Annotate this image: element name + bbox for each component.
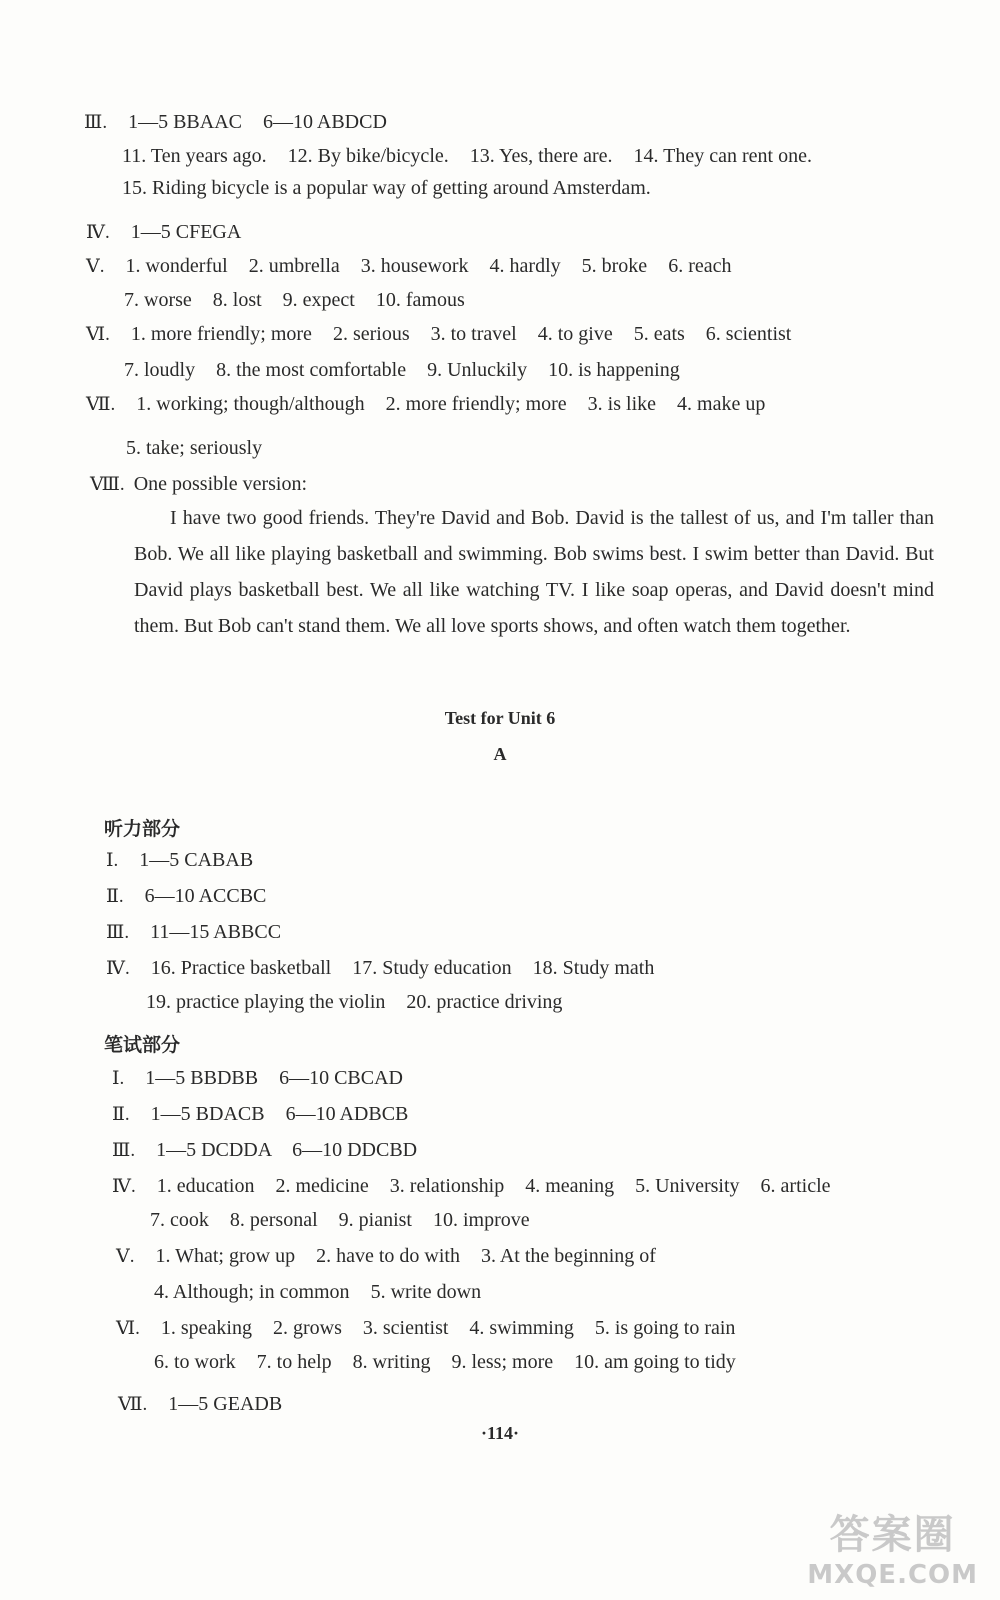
answer-item: 1—5 BDACB xyxy=(150,1103,265,1125)
answer-item: 4. swimming xyxy=(469,1317,574,1339)
roman-numeral: Ⅳ. xyxy=(86,222,110,243)
answer-item: 1. What; grow up xyxy=(155,1245,296,1267)
answer-item: 8. personal xyxy=(229,1209,318,1231)
answer-item: 1—5 CFEGA xyxy=(130,221,242,243)
answer-item: 16. Practice basketball xyxy=(150,957,332,979)
answer-item: 1—5 GEADB xyxy=(168,1393,283,1415)
answer-line xyxy=(116,1316,735,1341)
watermark xyxy=(807,1503,978,1590)
roman-numeral: Ⅴ. xyxy=(116,1246,135,1267)
answer-item: 7. to help xyxy=(256,1351,332,1373)
answer-item: 5. is going to rain xyxy=(594,1317,736,1339)
roman-numeral: Ⅱ. xyxy=(112,1104,130,1125)
answer-item: 4. hardly xyxy=(489,255,561,277)
answer-item: 3. to travel xyxy=(430,323,517,345)
answer-line xyxy=(90,472,307,497)
answer-item: 17. Study education xyxy=(352,957,512,979)
roman-numeral: Ⅵ. xyxy=(116,1318,140,1339)
answer-item: 3. At the beginning of xyxy=(480,1245,656,1267)
answer-item: 7. worse xyxy=(124,289,192,311)
answer-item: 6. scientist xyxy=(705,323,792,345)
answer-item: 8. writing xyxy=(352,1351,431,1373)
answer-item: 6—10 CBCAD xyxy=(279,1067,403,1089)
writing-heading: 笔试部分 xyxy=(104,1034,181,1056)
answer-item: 1—5 BBDBB xyxy=(145,1067,259,1089)
roman-numeral: Ⅵ. xyxy=(86,324,110,345)
answer-line xyxy=(124,358,680,382)
answer-line xyxy=(86,220,241,245)
answer-item: 5. University xyxy=(635,1175,740,1197)
answer-line xyxy=(154,1350,736,1374)
answer-line xyxy=(118,1392,282,1417)
answer-item: 6—10 ACCBC xyxy=(144,885,267,907)
answer-line xyxy=(112,1066,403,1091)
answer-item: 18. Study math xyxy=(532,957,655,979)
roman-numeral: Ⅲ. xyxy=(106,922,130,943)
watermark-url: MXQE.COM xyxy=(807,1560,978,1590)
answer-line xyxy=(106,848,253,873)
answer-item: One possible version: xyxy=(133,473,307,495)
answer-item: 4. meaning xyxy=(525,1175,615,1197)
answer-item: 6. reach xyxy=(668,255,732,277)
answer-item: 2. umbrella xyxy=(248,255,340,277)
answer-item: 1. more friendly; more xyxy=(130,323,312,345)
answer-item: 10. am going to tidy xyxy=(574,1351,736,1373)
roman-numeral: Ⅰ. xyxy=(106,850,119,871)
answer-item: 19. practice playing the violin xyxy=(146,991,386,1013)
answer-line xyxy=(112,1174,831,1199)
answer-item: 1. education xyxy=(156,1175,255,1197)
answer-line xyxy=(86,322,791,347)
roman-numeral: Ⅱ. xyxy=(106,886,124,907)
answer-line xyxy=(84,110,387,135)
test-subtitle: A xyxy=(493,744,507,764)
answer-item: 5. broke xyxy=(581,255,648,277)
essay-paragraph: I have two good friends. They're David and Bob. David is the tallest of us, and I'm taller than Bob. We all like playing basketball and swimming. Bob swims best. I swim better than David. But David plays basketball best. We all like watching TV. I like soap operas, and David doesn't mind them. But Bob can't stand them. We all love sports shows, and often watch them together. xyxy=(134,507,934,637)
answer-item: 5. write down xyxy=(370,1281,482,1303)
answer-item: 11. Ten years ago. xyxy=(122,145,267,167)
answer-item: 2. serious xyxy=(332,323,410,345)
answer-item: 15. Riding bicycle is a popular way of getting around Amsterdam. xyxy=(122,177,651,199)
answer-item: 3. housework xyxy=(360,255,469,277)
roman-numeral: Ⅰ. xyxy=(112,1068,125,1089)
answer-item: 6—10 ABDCD xyxy=(262,111,387,133)
answer-item: 9. less; more xyxy=(451,1351,554,1373)
answer-item: 6. to work xyxy=(154,1351,236,1373)
answer-line xyxy=(124,288,465,312)
answer-line xyxy=(122,144,812,168)
listening-heading: 听力部分 xyxy=(104,818,181,840)
answer-line xyxy=(116,1244,656,1269)
answer-item: 1—5 DCDDA xyxy=(156,1139,272,1161)
answer-line xyxy=(150,1208,530,1232)
answer-item: 8. lost xyxy=(212,289,262,311)
test-title: Test for Unit 6 xyxy=(444,708,556,728)
answer-item: 4. to give xyxy=(537,323,613,345)
page-number: ·114· xyxy=(480,1423,519,1443)
roman-numeral: Ⅶ. xyxy=(86,394,116,415)
answer-item: 5. eats xyxy=(633,323,685,345)
answer-line xyxy=(106,884,266,909)
answer-item: 1. working; though/although xyxy=(136,393,365,415)
answer-line xyxy=(86,254,731,279)
answer-line xyxy=(106,956,654,981)
answer-item: 9. Unluckily xyxy=(427,359,528,381)
answer-item: 3. relationship xyxy=(389,1175,505,1197)
answer-item: 10. improve xyxy=(433,1209,530,1231)
answer-item: 2. more friendly; more xyxy=(385,393,567,415)
roman-numeral: Ⅲ. xyxy=(112,1140,136,1161)
answer-line xyxy=(112,1138,417,1163)
answer-item: 6—10 DDCBD xyxy=(292,1139,418,1161)
roman-numeral: Ⅷ. xyxy=(90,474,125,495)
roman-numeral: Ⅳ. xyxy=(112,1176,136,1197)
answer-line xyxy=(126,436,262,460)
roman-numeral: Ⅲ. xyxy=(84,112,108,133)
answer-item: 12. By bike/bicycle. xyxy=(287,145,449,167)
answer-item: 7. cook xyxy=(150,1209,209,1231)
answer-item: 3. scientist xyxy=(362,1317,449,1339)
answer-item: 5. take; seriously xyxy=(126,437,263,459)
answer-line xyxy=(86,392,765,417)
answer-item: 2. grows xyxy=(272,1317,342,1339)
answer-item: 20. practice driving xyxy=(406,991,563,1013)
answer-item: 2. have to do with xyxy=(316,1245,460,1267)
answer-item: 11—15 ABBCC xyxy=(150,921,282,943)
answer-item: 9. expect xyxy=(282,289,355,311)
roman-numeral: Ⅴ. xyxy=(86,256,105,277)
answer-line xyxy=(122,176,651,200)
answer-item: 4. make up xyxy=(677,393,766,415)
answer-item: 6. article xyxy=(760,1175,831,1197)
answer-item: 7. loudly xyxy=(124,359,196,381)
answer-item: 10. is happening xyxy=(548,359,680,381)
watermark-logo: 答案圈 xyxy=(829,1512,956,1558)
answer-item: 9. pianist xyxy=(338,1209,412,1231)
answer-line xyxy=(112,1102,408,1127)
answer-item: 14. They can rent one. xyxy=(633,145,812,167)
answer-item: 1. wonderful xyxy=(125,255,228,277)
answer-item: 1. speaking xyxy=(160,1317,252,1339)
answer-item: 6—10 ADBCB xyxy=(285,1103,409,1125)
answer-item: 1—5 BBAAC xyxy=(128,111,242,133)
answer-line xyxy=(106,920,281,945)
roman-numeral: Ⅳ. xyxy=(106,958,130,979)
answer-item: 8. the most comfortable xyxy=(216,359,407,381)
answer-item: 10. famous xyxy=(375,289,465,311)
roman-numeral: Ⅶ. xyxy=(118,1394,148,1415)
answer-item: 2. medicine xyxy=(275,1175,369,1197)
answer-line xyxy=(154,1280,481,1304)
answer-line xyxy=(146,990,562,1014)
answer-item: 1—5 CABAB xyxy=(139,849,254,871)
answer-item: 13. Yes, there are. xyxy=(469,145,613,167)
answer-item: 4. Although; in common xyxy=(154,1281,350,1303)
answer-item: 3. is like xyxy=(587,393,657,415)
